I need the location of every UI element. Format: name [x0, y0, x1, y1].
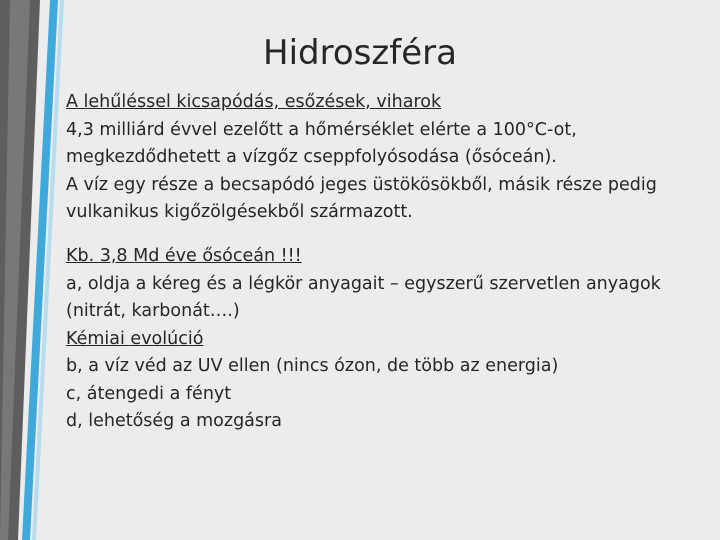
bullet-1-line-1: A lehűléssel kicsapódás, esőzések, viharok — [66, 92, 442, 112]
bullet-1 — [66, 89, 720, 227]
bullet-1-line-5: vulkanikus kigőzölgésekből származott. — [66, 202, 413, 222]
bullet-2-line-1: Kb. 3,8 Md éve ősóceán !!! — [66, 246, 302, 266]
bullet-1-line-2: 4,3 milliárd évvel ezelőtt a hőmérséklet elérte a 100°C-ot, — [66, 119, 577, 140]
bullet-1-line-3: megkezdődhetett a vízgőz cseppfolyósodása (ősóceán). — [66, 147, 557, 167]
bullet-2-line-7: d, lehetőség a mozgásra — [66, 411, 282, 431]
bullet-2-line-3: (nitrát, karbonát….) — [66, 301, 240, 321]
bullet-2 — [66, 243, 720, 436]
slide-title: Hidroszféra — [263, 33, 457, 73]
bullet-1-line-4: A víz egy része a becsapódó jeges üstökösökből, másik része pedig — [66, 174, 657, 195]
bullet-2-line-2: a, oldja a kéreg és a légkör anyagait – egyszerű szervetlen anyagok — [66, 273, 661, 294]
bullet-2-line-4: Kémiai evolúció — [66, 328, 204, 349]
bullet-2-line-6: c, átengedi a fényt — [66, 383, 232, 404]
bullet-2-line-5: b, a víz véd az UV ellen (nincs ózon, de több az energia) — [66, 356, 559, 376]
